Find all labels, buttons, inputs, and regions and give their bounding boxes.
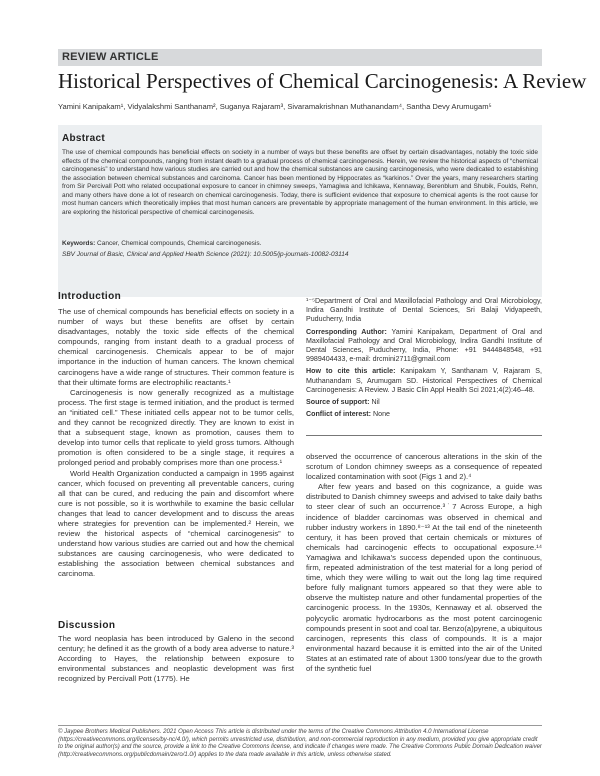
keywords-label: Keywords: xyxy=(62,240,96,247)
author-list: Yamini Kanipakam¹, Vidyalakshmi Santhanam², Suganya Rajaram³, Sivaramakrishnan Muthanandam⁴, Santha Devy Arumugam⁵ xyxy=(58,102,492,111)
article-info xyxy=(306,297,542,422)
article-title: Historical Perspectives of Chemical Carcinogenesis: A Review xyxy=(58,69,587,93)
abstract-body: The use of chemical compounds has beneficial effects on society in a number of ways but these benefits are offset by certain disadvantages, notably the toxic side effects of the chemical compounds, ranging from instant death to a gradual process of chemical carcinogenesis. Herein, we review the historical aspects of “chemical carcinogenesis” to understand how various studies are carried out and how the chemical substances are causing carcinogenesis, who were dedicated to establishing the association between chemical substances and carcinoma. Cancer has been mentioned by Hippocrates as “karkinos.” Over the years, many researchers starting from Sir Percivall Pott who related occupational exposure to cancer in chimney sweeps, Yamagiwa and Ichikawa, Kennaway, Berenblum and Shubik, Foulds, Rehn, and many others have done a lot of research on chemical carcinogenesis. Today, there is sufficient evidence that exposure to chemical agents is the root cause for most human cancers which theoretically implies that most human cancers are preventable by appropriate management of the human environment. In this article, we are exploring the historical perspective of chemical carcinogenesis. xyxy=(62,149,538,216)
corresponding-author xyxy=(306,328,542,365)
keywords-text: Cancer, Chemical compounds, Chemical carcinogenesis. xyxy=(97,240,262,247)
intro-paragraph-2: Carcinogenesis is now generally recognized as a multistage process. The first stage is termed initiation, and the product is termed an “initiated cell.” These initiated cells appear not to be tumor cells, and they cannot be recognized directly. They are known to exist in that a subsequent stage, known as promotion, causes them to develop into tumor cells that replicate to yield gross tumors. Although promotion is often considered to be a single stage, it requires a prolonged period and probably comprises more than one process.¹ xyxy=(58,387,294,468)
source-of-support xyxy=(306,398,542,407)
cite-label: How to cite this article: xyxy=(306,367,396,376)
conflict-of-interest xyxy=(306,410,542,419)
support-text: Nil xyxy=(371,398,380,407)
right-paragraph-1: observed the occurrence of cancerous alterations in the skin of the scrotum of London chimney sweeps as a consequence of repeated localized contamination with soot (Figs 1 and 2).⁴ xyxy=(306,452,542,482)
conflict-text: None xyxy=(373,410,390,419)
keywords xyxy=(62,240,261,247)
intro-paragraph-1: The use of chemical compounds has beneficial effects on society in a number of ways but these benefits are offset by certain disadvantages, notably the toxic side effects of the chemical compounds, ranging from instant death to a gradual process of chemical carcinogenesis. Chemicals appear to be of major importance in the induction of human cancers. The known chemical carcinogens have a wide range of structures. Their common feature is that their ultimate forms are electrophilic reactants.¹ xyxy=(58,307,294,387)
corresponding-text: Yamini Kanipakam, Department of Oral and Maxillofacial Pathology and Oral Microbiology, Indira Gandhi Institute of Dental Sciences, Puducherry, India, Phone: +91 9444848548, +91 9989404433, e-mail: drcmini2711@gmail.com xyxy=(306,327,543,364)
corresponding-label: Corresponding Author: xyxy=(306,327,387,336)
affiliation: ¹⁻⁵Department of Oral and Maxillofacial Pathology and Oral Microbiology, Indira Gandhi Institute of Dental Sciences, Sri Balaji Vidyapeeth, Puducherry, India xyxy=(306,297,542,324)
info-divider xyxy=(306,435,542,436)
journal-citation: SBV Journal of Basic, Clinical and Applied Health Science (2021): 10.5005/jp-journals-10082-03114 xyxy=(62,251,349,258)
conflict-label: Conflict of interest: xyxy=(306,410,372,419)
cite-text: Kanipakam Y, Santhanam V, Rajaram S, Muthanandam S, Arumugam SD. Historical Perspectives of Chemical Carcinogenesis: A Review. J Basic Clin Appl Health Sci 2021;4(2):46–48. xyxy=(306,367,542,394)
right-column-body xyxy=(306,452,542,674)
introduction-heading: Introduction xyxy=(58,291,122,302)
article-type-label: REVIEW ARTICLE xyxy=(62,51,159,63)
introduction-body xyxy=(58,307,294,580)
right-paragraph-2: After few years and based on this cognizance, a guide was distributed to Danish chimney sweeps and advised to take daily baths to steer clear of such an occurrence.³˙7 Across Europe, a high incidence of bladder carcinomas was observed in chemical and rubber industry workers in 1890.⁸⁻¹³ At the tail end of the nineteenth century, it has been proved that certain chemicals or mixtures of chemicals had carcinogenic effects to occupational exposure.¹⁴ Yamagiwa and Ichikawa’s success depended upon the continuous, firm, repeated administration of the test material for a long period of time, which they were willing to wait out the long lag time required before fully malignant tumors appeared so that they were able to observe the multistep nature and other fundamental properties of the carcinogenic process. In the 1930s, Kennaway et al. observed the polycyclic aromatic hydrocarbons as the most potent carcinogenic compounds present in soot and coal tar. Benzo(a)pyrene, a ubiquitous carcinogen, represents this class of compounds. It is a major environmental hazard because it is emitted into the air of the United States at an estimated rate of about 1300 tons/year due to the growth of the synthetic fuel xyxy=(306,482,542,673)
support-label: Source of support: xyxy=(306,398,370,407)
discussion-heading: Discussion xyxy=(58,620,116,631)
license-footer: © Jaypee Brothers Medical Publishers. 2021 Open Access This article is distributed under the terms of the Creative Commons Attribution 4.0 International License (https://creativecommons.org/licenses/by-nc/4.0/), which permits unrestricted use, distribution, and non-commercial reproduction in any medium, provided you give appropriate credit to the original author(s) and the source, provide a link to the Creative Commons license, and indicate if changes were made. The Creative Commons Public Domain Dedication waiver (http://creativecommons.org/publicdomain/zero/1.0/) applies to the data made available in this article, unless otherwise stated. xyxy=(58,729,542,758)
abstract-heading: Abstract xyxy=(62,133,105,144)
footer-divider xyxy=(58,725,542,726)
intro-paragraph-3: World Health Organization conducted a campaign in 1995 against cancer, which focused on preventing all preventable cancers, curing all that can be cured, and reducing the pain and discomfort where cure is not possible, so it is worthwhile to examine the basic cellular changes that lead to cancer development and to discuss the areas where strategies for prevention can be implemented.² Herein, we review the historical aspects of “chemical carcinogenesis” to understand how various studies are carried out and how the chemical substances are causing carcinogenesis, who were dedicated to establishing the association between chemical substances and carcinoma. xyxy=(58,468,294,579)
discussion-paragraph-1: The word neoplasia has been introduced by Galeno in the second century; he defined it as the growth of a body area adverse to nature.³ According to Hayes, the relationship between exposure to environmental substances and neoplastic development was first recognized by Percivall Pott (1775). He xyxy=(58,634,294,684)
how-to-cite xyxy=(306,367,542,395)
